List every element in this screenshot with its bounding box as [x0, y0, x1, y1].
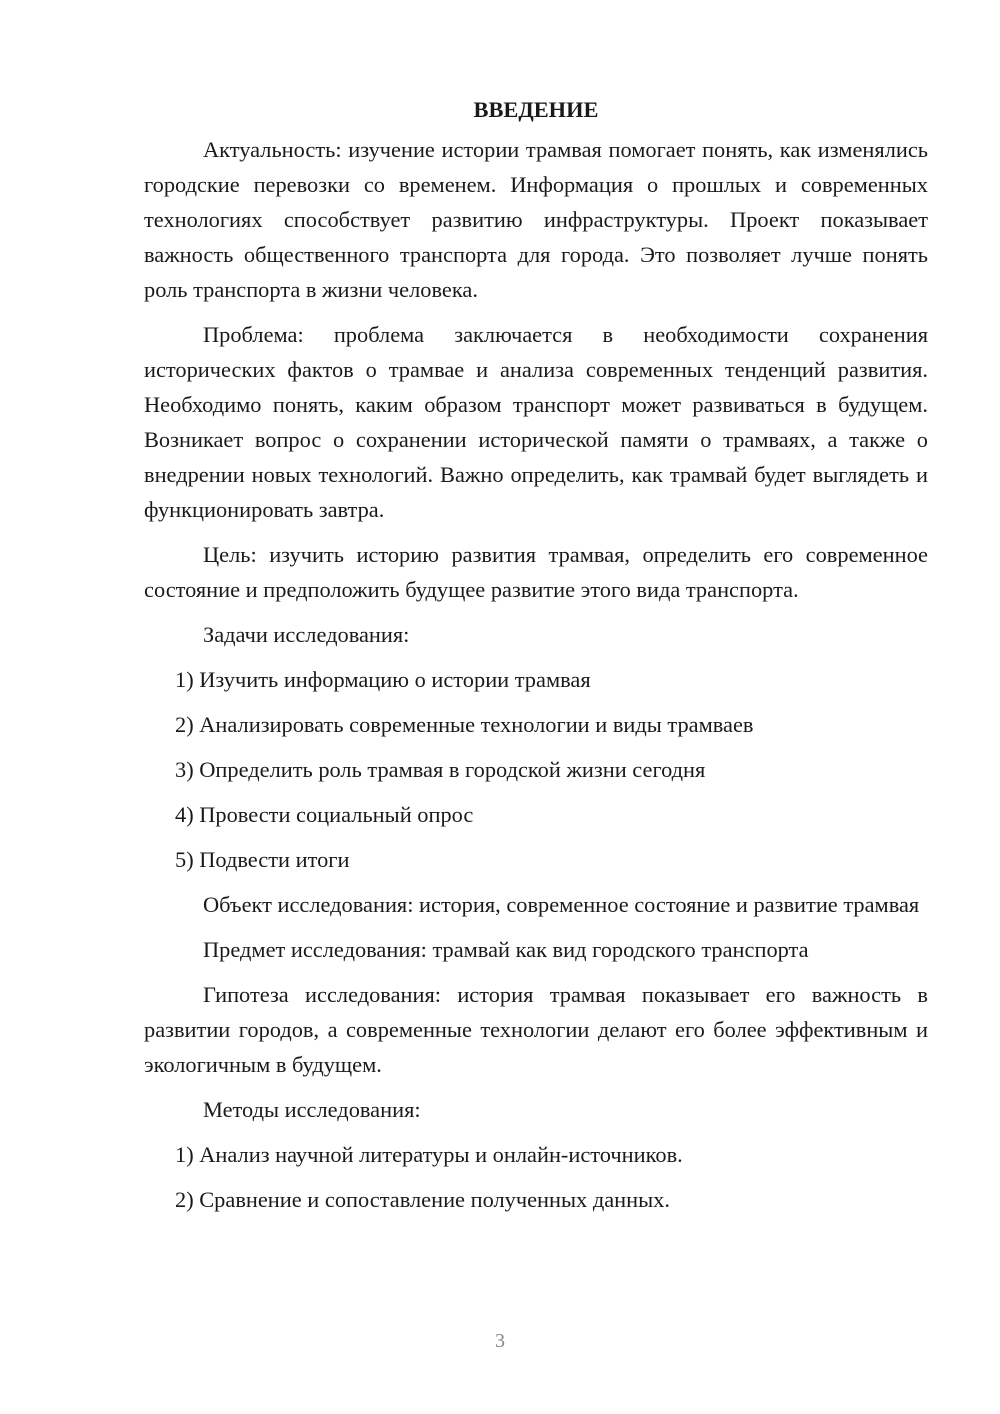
methods-heading: Методы исследования: [203, 1097, 421, 1122]
method-item: 2) Сравнение и сопоставление полученных данных. [175, 1187, 670, 1212]
method-item: 1) Анализ научной литературы и онлайн-источников. [175, 1142, 683, 1167]
relevance-paragraph: Актуальность: изучение истории трамвая помогает понять, как изменялись городские перевозки со временем. Информация о прошлых и современных технологиях способствует развитию инфраструктуры. Проект показывает важность общественного транспорта для города. Это позволяет лучше понять роль транспорта в жизни человека. [144, 137, 928, 302]
task-item: 1) Изучить информацию о истории трамвая [175, 667, 591, 692]
section-title: ВВЕДЕНИЕ [473, 97, 599, 122]
task-item: 2) Анализировать современные технологии и виды трамваев [175, 712, 754, 737]
goal-paragraph: Цель: изучить историю развития трамвая, определить его современное состояние и предположить будущее развитие этого вида транспорта. [144, 542, 928, 602]
task-item: 3) Определить роль трамвая в городской жизни сегодня [175, 757, 706, 782]
subject-paragraph: Предмет исследования: трамвай как вид городского транспорта [203, 937, 809, 962]
page-number: 3 [495, 1330, 505, 1352]
problem-paragraph: Проблема: проблема заключается в необходимости сохранения исторических фактов о трамвае и анализа современных тенденций развития. Необходимо понять, каким образом транспорт может развиваться в будущем. Возникает вопрос о сохранении исторической памяти о трамваях, а также о внедрении новых технологий. Важно определить, как трамвай будет выглядеть и функционировать завтра. [144, 322, 928, 522]
hypothesis-paragraph: Гипотеза исследования: история трамвая показывает его важность в развитии городов, а современные технологии делают его более эффективным и экологичным в будущем. [144, 982, 928, 1077]
tasks-heading: Задачи исследования: [203, 622, 410, 647]
task-item: 5) Подвести итоги [175, 847, 350, 872]
object-paragraph: Объект исследования: история, современное состояние и развитие трамвая [203, 892, 920, 917]
task-item: 4) Провести социальный опрос [175, 802, 474, 827]
document-page [144, 92, 928, 1227]
